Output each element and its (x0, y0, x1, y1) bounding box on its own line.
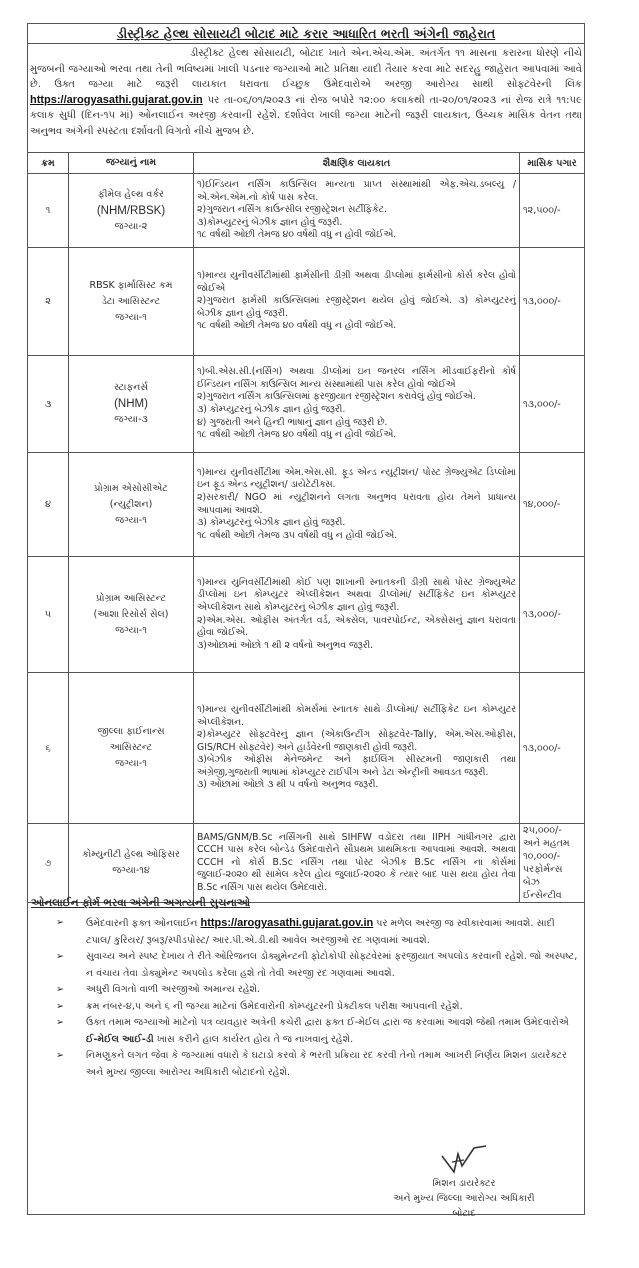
qualification-line: ૧)માન્ય યુનિવર્સીટીમાંથી કોઈ પણ શાખાની સ્નાતકની ડીગ્રી સાથે પોસ્ટ ગ્રેજ્યુએટ ડીપ્લોમાં ઇન કોમ્પ્યુટર એપ્લીકેશન અથવા ડીપ્લોમાં/ સર્ટીફિકેટ ઇન કોમ્પ્યુટર એપ્લીકેશન સાથે કોમ્પ્યુટરનું બેઝીક જ્ઞાન હોવું જરૂરી. (197, 576, 516, 613)
post-name-line: (આશા રિસોર્સ સેલ) (93, 608, 169, 620)
post-name-cell (69, 248, 194, 356)
notes-list (56, 915, 582, 1081)
qualification-line: ૧૮ વર્ષથી ઓછી તેમજ ૪૦ વર્ષથી વધુ ન હોવી જોઈએ. (197, 320, 397, 332)
note-text-cont: ખાસ કરીને હાલ કાર્યરત હોય તે જ નાખવાનું રહેશે. (153, 1033, 354, 1045)
serial-cell: ૨ (28, 248, 69, 356)
salary-line: ૧૩,૦૦૦/- (523, 296, 561, 307)
header-qualification: શૈક્ષણિક લાયકાત (194, 153, 520, 174)
post-name-line: જગ્યા-૧ (115, 514, 147, 526)
post-name-cell (69, 824, 194, 903)
qualification-line: ૨)એમ.એસ. ઓફીસ અંતર્ગત વર્ડ, એક્સેલ, પાવરપોઈન્ટ, એક્સેસનું જ્ઞાન ધરાવતા હોવા જોઈએ. (197, 614, 516, 639)
table-row (28, 356, 585, 453)
qualification-line: ૧)ઈન્ડિયન નર્સિંગ કાઉન્સિલ માન્યતા પ્રાપ્ત સંસ્થામાંથી એફ.એચ.ડબલ્યુ /એ.એન.એમ.નો કોર્ષ પાસ કરેલ. (197, 179, 516, 203)
qualification-line: ૧)માન્ય યુનીવર્સીટીમાંથી ફાર્મસીની ડીગ્રી અથવા ડીપ્લોમાં ફાર્મસીનો કોર્સ કરેલ હોવો જોઈએ (197, 270, 516, 294)
table-header-row (28, 153, 585, 174)
vacancy-table (27, 152, 585, 903)
note-text: ઉમેદવારની ફક્ત ઓનલાઈન (86, 918, 201, 929)
qualification-cell (194, 673, 520, 824)
post-name-cell (69, 557, 194, 673)
serial-cell: ૪ (28, 453, 69, 557)
salary-cell (520, 248, 585, 356)
salary-cell (520, 174, 585, 248)
post-name-cell (69, 453, 194, 557)
qualification-cell (194, 248, 520, 356)
post-name-line: ડેટા આસિસ્ટન્ટ (101, 295, 161, 307)
note-text: ઉક્ત તમામ જગ્યાઓ માટેનો પત્ર વ્યવહાર અત્રેની કચેરી દ્વારા ફક્ત ઈ-મેઈલ દ્વારા જ કરવામાં આવશે જેથી તમામ ઉમેદવારોએ (86, 1017, 569, 1028)
post-name-line: આસિસ્ટન્ટ (109, 742, 153, 753)
note-item (56, 999, 582, 1016)
qualification-line: ૨)કોમ્પ્યુટર સોફ્ટવેરનું જ્ઞાન (એકાઉન્ટીંગ સોફ્ટવેર-Tally, એમ.એસ.ઓફીસ, GIS/RCH સોફ્ટવેર) અને હાર્ડવેરની જાણકારી હોવી જરૂરી. (197, 729, 516, 753)
post-name-line: સ્ટાફનર્સ (113, 382, 149, 393)
salary-cell (520, 673, 585, 824)
qualification-line: ૩)બેઝીક ઓફીસ મેનેજમેન્ટ અને ફાઈલિંગ સીસ્ટમની જાણકારી તથા અંગ્રેજી,ગુજરાતી ભાષામાં કોમ્પ્યુટર ટાઈપીંગ અને ડેટા એન્ટ્રીની આવડત જરૂરી. (197, 754, 516, 778)
post-name-line: જગ્યા-૧૪ (112, 865, 150, 876)
post-name-line: જગ્યા-૧ (115, 758, 147, 769)
notice-document (27, 23, 585, 1219)
post-name-cell (69, 356, 194, 453)
notice-title: ડીસ્ટ્રીક્ટ હેલ્થ સોસાયટી બોટાદ માટે કરાર આધારિત ભરતી અંગેની જાહેરાત (28, 24, 584, 44)
qualification-cell (194, 356, 520, 453)
serial-cell: ૭ (28, 824, 69, 903)
note-item (56, 915, 582, 949)
post-name-cell (69, 174, 194, 248)
post-name-line: જગ્યા-૨ (114, 220, 148, 232)
qualification-cell (194, 824, 520, 903)
qualification-line: ૨)સરકારી/ NGO માં ન્યુટ્રીશનને લગતા અનુભવ ધરાવતા હોય તેમને પ્રાધાન્ય આપવામાં આવશે. (197, 491, 516, 516)
qualification-line: ૩) કોમ્પ્યુટરનું બેઝીક જ્ઞાન હોવું જરૂરી. (197, 517, 346, 529)
signature-line-3: બોટાદ (452, 1208, 476, 1219)
qualification-line: ૧)માન્ય યુનીવર્સીટીમાંથી કોમર્સમાં સ્નાતક સાથે ડીપ્લોમાં/ સર્ટીફિકેટ ઇન કોમ્પ્યુટર એપ્લીકેશન. (197, 703, 516, 728)
salary-line: ૧૩,૦૦૦/- (523, 398, 561, 410)
post-name-line: પ્રોગ્રામ એસોસીએટ (94, 482, 168, 494)
qualification-line: ૧)બી.એસ.સી.(નર્સિંગ) અથવા ડીપ્લોમાં ઇન જનરલ નર્સિંગ મીડવાઈફરીનો કોર્ષ ઈન્ડિયન નર્સિંગ કાઉન્સિલ માન્ય સંસ્થામાંથી પાસ કરેલ હોવો જોઈએ (197, 366, 516, 390)
note-text: સુવાચ્ય અને સ્પષ્ટ દેખાય તે રીતે ઓરિજનલ ડોક્યુમેન્ટની ફોટોકોપી સોફ્ટવેરમાં ફરજીયાત અપલોડ કરવાની રહેશે. જો અસ્પષ્ટ, ન વંચાય તેવા ડોક્યુમેન્ટ અપલોડ કરેલા હશે તો તેવી અરજી રદ ગણવામાં આવશે. (86, 951, 578, 979)
qualification-line: ૧૮ વર્ષથી ઓછી તેમજ ૩૫ વર્ષથી વધુ ન હોવી જોઈએ. (197, 529, 398, 541)
qualification-line: ૧)માન્ય યુનીવર્સીટીમા એમ.એસ.સી. ફૂડ એન્ડ ન્યુટ્રીશન/ પોસ્ટ ગ્રેજ્યુએટ ડિપ્લોમા ઇન ફૂડ એન્ડ ન્યુટ્રીશન/ ડાયેટેટીક્સ. (197, 466, 516, 491)
signature-block (364, 1142, 564, 1221)
table-row (28, 673, 585, 824)
salary-line: ઈન્સેન્ટીવ (523, 890, 562, 901)
intro-text: ડીસ્ટ્રીક્ટ હેલ્થ સોસાયટી, બોટાદ ખાતે એન.એચ.એમ. અંતર્ગત ૧૧ માસના કરારના ધોરણે નીચે મુજબની જગ્યાઓ ભરવા તથા તેની ભવિષ્યમાં ખાલી પડનાર જગ્યાઓ માટે પ્રતિક્ષા યાદી તૈયાર કરવા માટે સદરહુ જાહેરાત આપવામાં આવે છે. ઉક્ત જગ્યા માટે જરૂરી લાયકાત ધરાવતા ઈચ્છુક ઉમેદવારોએ અરજી આરોગ્ય સાથી સોફ્ટવેરની લિંક (30, 48, 582, 90)
post-name-line: જીલ્લા ફાઈનાન્સ (97, 726, 165, 737)
header-salary: માસિક પગાર (520, 153, 585, 174)
notes-heading: ઓનલાઈન ફોર્મ ભરવા અંગેની અગત્યની સુચનાઓ (31, 897, 251, 909)
salary-cell (520, 356, 585, 453)
arrow-bullet-icon: ➢ (56, 1017, 65, 1028)
arrow-bullet-icon: ➢ (56, 1050, 65, 1061)
table-row (28, 174, 585, 248)
email-id-emphasis: ઈ-મેઈલ આઈ-ડી (86, 1033, 154, 1045)
post-name-cell (69, 673, 194, 824)
arrow-bullet-icon: ➢ (56, 951, 65, 962)
post-name-line: (ન્યુટ્રીશન) (109, 498, 153, 510)
qualification-line: ૩) કોમ્પ્યુટરનું બેઝીક જ્ઞાન હોવું જરૂરી. (197, 404, 346, 415)
salary-line: ૧૩,૦૦૦/- (523, 609, 561, 620)
arogyasathi-link[interactable]: https://arogyasathi.gujarat.gov.in (30, 93, 203, 106)
qualification-cell (194, 557, 520, 673)
salary-line: ૧૩,૦૦૦/- (523, 742, 561, 754)
qualification-line: ૪) ગુજરાતી અને હિન્દી ભાષાનું જ્ઞાન હોવું જરૂરી છે. (197, 416, 388, 428)
arrow-bullet-icon: ➢ (56, 917, 65, 928)
note-item (56, 1015, 582, 1048)
serial-cell: ૬ (28, 673, 69, 824)
salary-line: ૨૫,૦૦૦/- (523, 825, 562, 836)
salary-cell (520, 453, 585, 557)
qualification-line: ૩)કોમ્પ્યુટરનું બેઝીક જ્ઞાન હોવું જરૂરી. (197, 216, 343, 228)
serial-cell: ૧ (28, 174, 69, 248)
qualification-line: ૩) ઓછામાં ઓછો ૩ થી ૫ વર્ષનો અનુભવ જરૂરી. (197, 779, 379, 791)
post-name-line: (NHM) (114, 398, 148, 410)
note-item (56, 949, 582, 982)
qualification-cell (194, 174, 520, 248)
arogyasathi-link[interactable]: https://arogyasathi.gujarat.gov.in (200, 917, 374, 929)
salary-cell (520, 557, 585, 673)
qualification-line: ૩)ઓછામાં ઓછો ૧ થી ૨ વર્ષનો અનુભવ જરૂરી. (197, 639, 374, 651)
salary-line: ૧૨,૫૦૦/- (523, 205, 561, 216)
qualification-line: ૧૮ વર્ષથી ઓછી તેમજ ૪૦ વર્ષથી વધુ ન હોવી જોઈએ. (197, 429, 397, 441)
note-item (56, 1048, 582, 1081)
arrow-bullet-icon: ➢ (56, 1000, 65, 1012)
salary-line: ૧૪,૦૦૦/- (523, 499, 561, 510)
post-name-line: પ્રોગ્રામ આસિસ્ટન્ટ (96, 592, 166, 604)
post-name-line: જગ્યા-૩ (114, 414, 148, 425)
post-name-line: ફીમેલ હેલ્થ વર્કર (98, 188, 164, 200)
header-serial: ક્રમ (28, 153, 69, 174)
post-name-line: જગ્યા-૧ (115, 624, 147, 636)
header-post-name: જગ્યાનું નામ (69, 153, 194, 174)
qualification-line: BAMS/GNM/B.Sc નર્સિંગની સાથે SIHFW વડોદરા તથા IIPH ગાંધીનગર દ્વારા CCCH પાસ કરેલ બોન્ડેડ ઉમેદવારોને સૌપ્રથમ પ્રાથમિકતા આપવામાં આવશે. અથવા CCCH નો કોર્સ B.Sc નર્સિંગ તથા પોસ્ટ બેઝીક B.Sc નર્સિંગ નાં કોર્સમાં જુલાઈ-૨૦૨૦ થી સામેલ કરેલ હોય જુલાઈ-૨૦૨૦ કે ત્યાર બાદ પાસ થયા હોય તેવા B.Sc નર્સિંગ પાસ થયેલ ઉમેદવારો. (197, 831, 516, 893)
table-row (28, 557, 585, 673)
signature-icon (434, 1142, 494, 1176)
arrow-bullet-icon: ➢ (56, 984, 65, 995)
post-name-line: જગ્યા-૧ (115, 311, 147, 323)
qualification-line: ૨)ગુજરાત નર્સિંગ કાઉન્સિલમાં ફરજીયાત રજીસ્ટ્રેશન કરાવેલું હોવું જોઈએ. (197, 391, 476, 403)
serial-cell: ૫ (28, 557, 69, 673)
salary-line: અને મહતમ (523, 838, 570, 849)
salary-line: ૧૦,૦૦૦/- (523, 851, 561, 862)
salary-line: બેઝ (523, 877, 540, 888)
note-text: નિમણુકને લગત જેવા કે જગ્યામાં વધારો કે ઘટાડો કરવો કે ભરતી પ્રક્રિયા રદ કરવી તેનો તમામ આખરી નિર્ણય મિશન ડાયરેક્ટર અને મુખ્ય જીલ્લા આરોગ્ય અધિકારી બોટાદનો રહેશે. (86, 1050, 567, 1078)
table-row (28, 248, 585, 356)
post-name-line: RBSK ફાર્માસિસ્ટ કમ (89, 279, 173, 291)
intro-paragraph (30, 46, 582, 139)
note-text: ક્રમ નંબર-૪,૫ અને ૬ ની જગ્યા માટેનાં ઉમેદવારોની કોમ્પ્યુટરની પ્રેક્ટીકલ પરીક્ષા આપવાની રહેશે. (86, 1000, 463, 1012)
qualification-cell (194, 453, 520, 557)
signature-line-1: મિશન ડાયરેક્ટર (432, 1178, 496, 1189)
note-item (56, 982, 582, 999)
note-text: અધુરી વિગતો વાળી અરજીઓ અમાન્ય રહેશે. (86, 984, 261, 995)
table-row (28, 453, 585, 557)
post-name-line: કોમ્યુનીટી હેલ્થ ઓફિસર (82, 849, 180, 860)
salary-cell (520, 824, 585, 903)
salary-line: પરફોર્મન્સ (523, 864, 563, 875)
signature-line-2: અને મુખ્ય જિલ્લા આરોગ્ય અધિકારી (393, 1193, 535, 1204)
serial-cell: ૩ (28, 356, 69, 453)
post-name-line: (NHM/RBSK) (96, 204, 166, 217)
intro-text-cont: પર તા-૦૬/૦૧/૨૦૨૩ નાં રોજ બપોરે ૧૨:૦૦ કલાકથી તા-૨૦/૦૧/૨૦૨૩ નાં રોજ રાત્રે ૧૧:૫૯ કલાક સુધી (દિન-૧૫ માં) ઓનલાઈન અરજી કરવાની રહેશે. દર્શાવેલ ખાલી જગ્યા માટેની જરૂરી લાયકાત, ઉચ્ચક માસિક વેતન તથા અનુભવ અંગેની સ્પસ્ટતા દર્શાવતી વિગતો નીચે મુજબ છે. (30, 94, 583, 137)
qualification-line: ૧૮ વર્ષથી ઓછી તેમજ ૪૦ વર્ષથી વધુ ન હોવી જોઈએ. (197, 229, 397, 241)
note-text-cont: પર મળેલ અરજી જ સ્વીકારવામાં આવશે. સાદી ટપાલ/ કુરિયર/ રૂબરૂ/સ્પીડપોસ્ટ/ આર.પી.એ.ડી.થી આવેલ અરજીઓ રદ ગણવામાં આવશે. (86, 918, 555, 946)
table-row (28, 824, 585, 903)
qualification-line: ૨)ગુજરાત ફાર્મસી કાઉન્સિલમાં રજીસ્ટ્રેશન થયેલ હોવું જોઈએ. ૩) કોમ્પ્યુટરનું બેઝીક જ્ઞાન હોવું જરૂરી. (197, 295, 516, 319)
qualification-line: ૨)ગુજરાત નર્સિંગ કાઉન્સીલ રજીસ્ટ્રેશન સર્ટીફિકેટ. (197, 204, 388, 216)
